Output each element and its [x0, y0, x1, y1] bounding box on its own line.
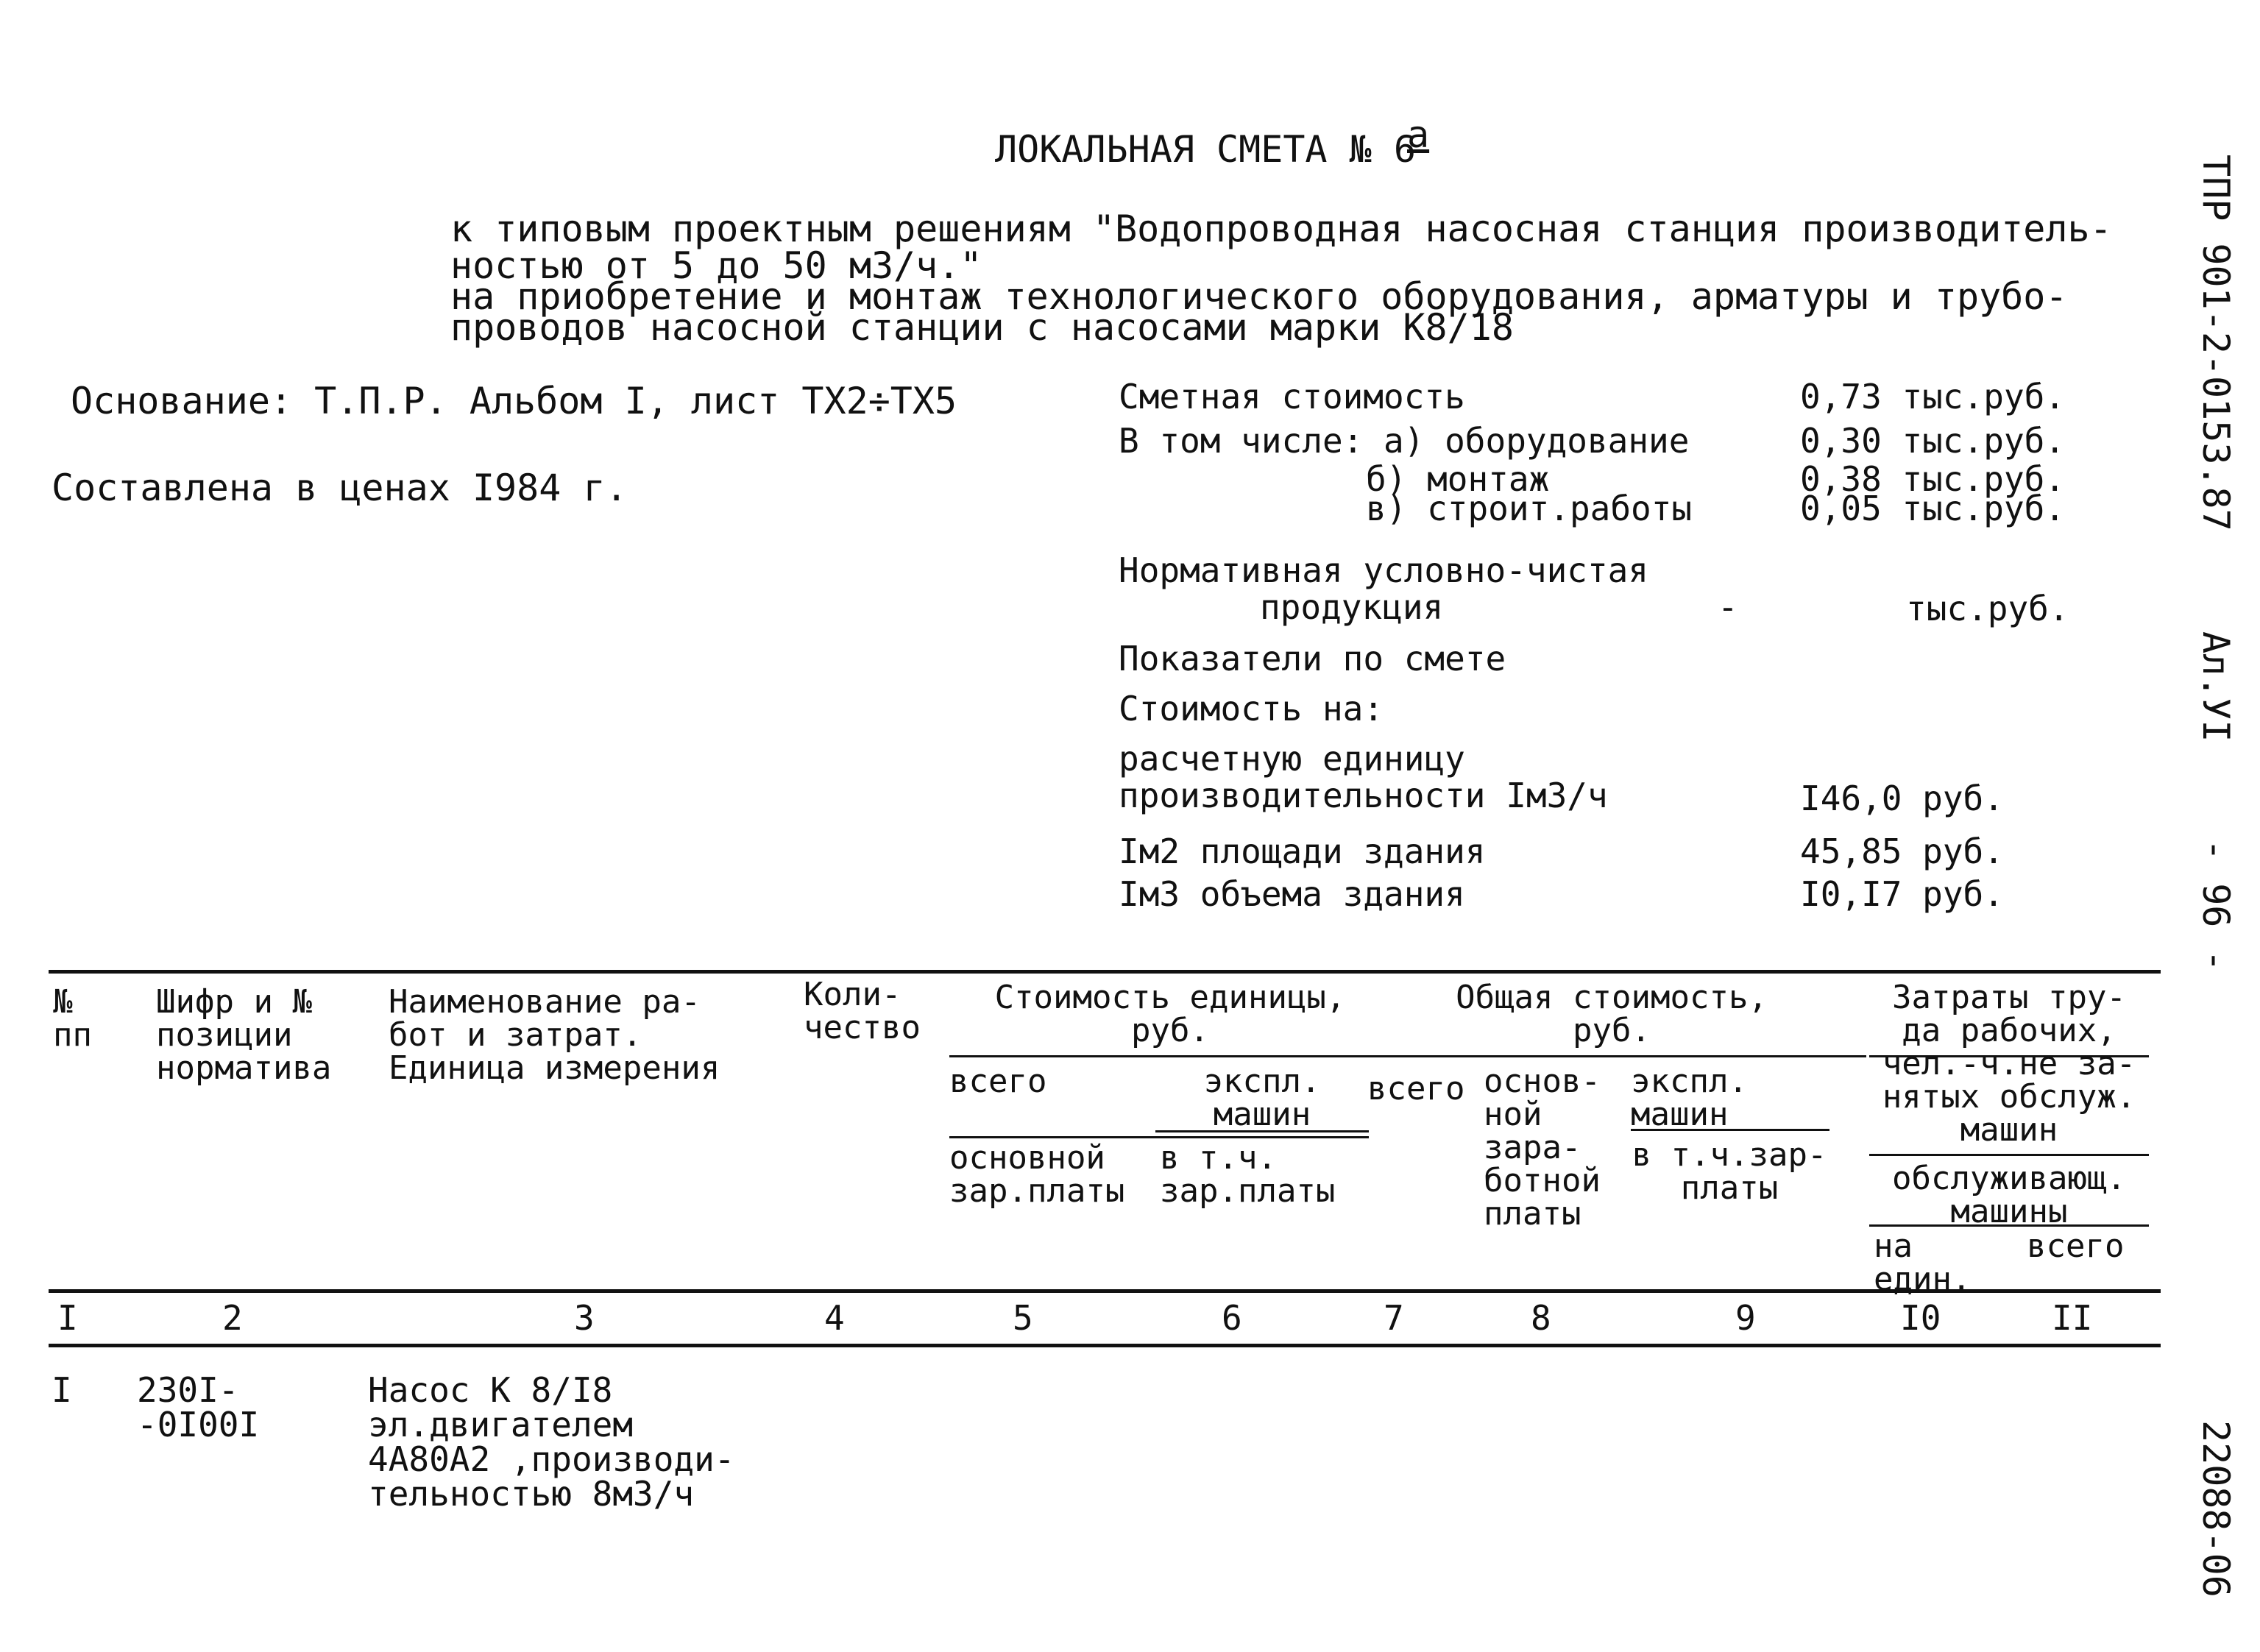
unit-cost-rule — [949, 1055, 1866, 1057]
header-unit-machines: экспл. машин — [1203, 1063, 1321, 1133]
header-bottom-rule — [49, 1289, 2161, 1293]
normative-label-2: продукция — [1260, 587, 1444, 627]
header-total-cost: Общая стоимость, руб. — [1456, 979, 1768, 1049]
unit-label-2: производительности Iм3/ч — [1119, 776, 1608, 815]
subtitle-line: ностью от 5 до 50 м3/ч." — [450, 244, 982, 287]
header-col-code: Шифр и № позиции норматива — [156, 983, 332, 1087]
normative-unit: тыс.руб. — [1906, 589, 2069, 628]
column-number: II — [2052, 1298, 2093, 1338]
labor-machines-rule — [1869, 1154, 2149, 1156]
column-number: I — [57, 1298, 78, 1338]
header-labor-serving: обслуживающ. машины — [1892, 1160, 2126, 1230]
installation-value: 0,38 тыс.руб. — [1800, 459, 2066, 499]
header-col-quantity: Коли- чество — [804, 976, 921, 1046]
normative-dash: - — [1718, 587, 1738, 627]
numbers-bottom-rule — [49, 1344, 2161, 1347]
header-total-incl-wage: в т.ч.зар- платы — [1632, 1136, 1827, 1207]
row-number: I — [52, 1370, 72, 1410]
row-name: Насос К 8/I8 эл.двигателем 4А80А2 ,производи- тельностью 8м3/ч — [368, 1370, 735, 1514]
indicators-label: Показатели по смете — [1119, 639, 1506, 678]
area-value: 45,85 руб. — [1800, 832, 2004, 871]
header-unit-cost: Стоимость единицы, руб. — [994, 979, 1346, 1049]
column-number: 4 — [824, 1298, 845, 1338]
header-labor-total: всего — [2027, 1227, 2125, 1265]
subtitle-line: к типовым проектным решениям "Водопроводная насосная станция производитель- — [450, 208, 2112, 250]
header-total-base-wage: основ- ной зара- ботной платы — [1484, 1063, 1601, 1233]
header-total-all: всего — [1367, 1070, 1465, 1107]
header-labor-per-unit: на един. — [1874, 1227, 1972, 1298]
estimated-cost-label: Сметная стоимость — [1119, 377, 1465, 416]
subtitle-line: проводов насосной станции с насосами марки К8/18 — [450, 306, 1514, 349]
title-suffix: а — [1407, 113, 1430, 156]
margin-code: ТПР 901-2-0153.87 — [2195, 155, 2237, 531]
header-total-machines: экспл. машин — [1631, 1063, 1748, 1133]
header-col-number: № пп — [53, 983, 92, 1054]
subtitle-line: на приобретение и монтаж технологического оборудования, арматуры и трубо- — [450, 275, 2068, 318]
page-title: ЛОКАЛЬНАЯ СМЕТА № 6 — [995, 128, 1416, 171]
column-number: 2 — [222, 1298, 243, 1338]
column-number: 5 — [1013, 1298, 1033, 1338]
header-labor: Затраты тру- да рабочих, чел.-ч.не за- нятых обслуж. машин — [1882, 979, 2136, 1149]
column-number: 6 — [1222, 1298, 1242, 1338]
header-unit-incl-wage: в т.ч. зар.платы — [1160, 1139, 1336, 1210]
column-number: 8 — [1531, 1298, 1551, 1338]
basis-text: Основание: Т.П.Р. Альбом I, лист ТХ2÷ТХ5 — [71, 380, 957, 422]
normative-label: Нормативная условно-чистая — [1119, 550, 1649, 590]
header-col-name: Наименование ра- бот и затрат. Единица измерения — [389, 983, 720, 1087]
construction-label: в) строит.работы — [1366, 489, 1693, 528]
prices-text: Составлена в ценах I984 г. — [52, 467, 628, 509]
volume-value: I0,I7 руб. — [1800, 874, 2004, 914]
equipment-value: 0,30 тыс.руб. — [1800, 421, 2066, 461]
construction-value: 0,05 тыс.руб. — [1800, 489, 2066, 528]
column-number: 9 — [1735, 1298, 1756, 1338]
margin-page-number: - 96 - — [2195, 839, 2237, 972]
unit-label: расчетную единицу — [1119, 739, 1465, 779]
equipment-label: В том числе: а) оборудование — [1119, 421, 1690, 461]
column-number: 3 — [574, 1298, 595, 1338]
header-unit-total: всего — [949, 1063, 1047, 1100]
column-number: I0 — [1900, 1298, 1941, 1338]
margin-doc-number: 22088-06 — [2195, 1420, 2237, 1598]
estimated-cost-value: 0,73 тыс.руб. — [1800, 377, 2066, 416]
cost-per-label: Стоимость на: — [1119, 689, 1384, 728]
area-label: Iм2 площади здания — [1119, 832, 1486, 871]
unit-value: I46,0 руб. — [1800, 779, 2004, 818]
row-code: 230I- -0I00I — [137, 1370, 260, 1444]
header-unit-base-wage: основной зар.платы — [949, 1139, 1125, 1210]
margin-album: Ал.УI — [2195, 631, 2237, 742]
unit-wage-rule — [949, 1136, 1369, 1138]
installation-label: б) монтаж — [1366, 459, 1550, 499]
column-number: 7 — [1384, 1298, 1404, 1338]
volume-label: Iм3 объема здания — [1119, 874, 1465, 914]
table-top-rule — [49, 970, 2161, 974]
